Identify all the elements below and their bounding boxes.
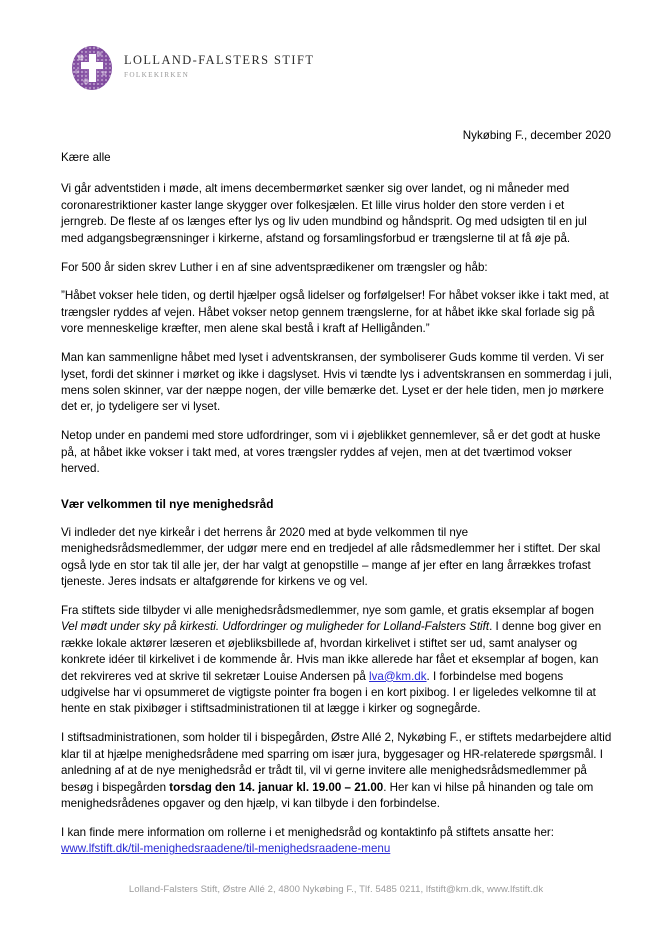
book-title: Vel mødt under sky på kirkesti. Udfordringer og muligheder for Lolland-Falsters Stift [61, 620, 490, 634]
logo-cross-horizontal [81, 62, 103, 69]
paragraph-pandemic-hope: Netop under en pandemi med store udfordringer, som vi i øjeblikket gennemlever, så er det godt at huske på, at håbet ikke vokser i takt med, at vores trængsler ryddes af vejen, men at det tværtimod vokser herved. [61, 429, 601, 476]
organization-subtitle: FOLKEKIRKEN [124, 70, 190, 79]
church-cross-seal-icon [72, 46, 112, 90]
paragraph-welcome-members: Vi indleder det nye kirkeår i det herrens år 2020 med at byde velkommen til nye menighedsrådsmedlemmer, der udgør mere end en tredjedel af alle rådsmedlemmer her i stiftet. Der skal også lyde en stor tak til alle jer, der har valgt at genopstille – mange af jer efter en lang årrækkes trofast tjeneste. Jeres indsats er altafgørende for kirkens ve og vel. [61, 525, 601, 589]
paragraph-visit-invitation [61, 730, 612, 812]
invitation-text-1: I stiftsadministrationen, som holder til i bispegården, Østre Allé 2, Nykøbing F., er stiftets medarbejdere altid klar til at hjælpe menighedsrådene med sparring om især jura, byggesager og HR-relaterede spørgsmål. I anledning af at de nye menighedsråd er trådt til, vil vi gerne invitere alle menighedsrådsmedlemmer på besøg i bispegården [61, 731, 612, 794]
letterhead-wordmark [124, 54, 314, 82]
section-heading-new-councils: Vær velkommen til nye menighedsråd [61, 496, 274, 511]
email-link-lva[interactable]: lva@km.dk [369, 669, 427, 683]
book-offer-text-1: Fra stiftets side tilbyder vi alle menighedsrådsmedlemmer, nye som gamle, et gratis eksemplar af bogen [61, 604, 594, 618]
salutation: Kære alle [61, 151, 111, 164]
paragraph-more-info [61, 825, 612, 858]
paragraph-intro: Vi går adventstiden i møde, alt imens decembermørket sænker sig over landet, og ni måneder med coronarestriktioner kaster lange skygger over folkesjælen. Et lille virus holder den store verden i et jerngreb. De fleste af os længes efter lys og liv uden mundbind og håndsprit. Og med udsigten til en jul med adgangsbegrænsninger i kirkerne, afstand og forsamlingsforbud er trængslerne til at få øje på. [61, 182, 587, 245]
more-info-text: I kan finde mere information om rollerne i et menighedsråd og kontaktinfo på stiftets ansatte her: [61, 825, 555, 839]
letter-body [61, 150, 612, 870]
paragraph-luther-lead: For 500 år siden skrev Luther i en af sine adventsprædikener om trængsler og håb: [61, 260, 488, 274]
book-offer-text-3: . I forbindelse med bogens udgivelse har vi opsummeret de vigtigste pointer fra bogen i en kort pixibog. I er ligeledes velkomne til at hente en stak pixibøger i stiftsadministrationen til at lægge i kirker og sognegårde. [61, 669, 596, 716]
website-link-menighedsraadene[interactable]: www.lfstift.dk/til-menighedsraadene/til-menighedsraadene-menu [61, 842, 391, 856]
page-footer: Lolland-Falsters Stift, Østre Allé 2, 4800 Nykøbing F., Tlf. 5485 0211, lfstift@km.dk, www.lfstift.dk [128, 884, 544, 895]
organization-name: LOLLAND-FALSTERS STIFT [124, 53, 315, 68]
paragraph-advent-light: Man kan sammenligne håbet med lyset i adventskransen, der symboliserer Guds komme til verden. Vi ser lyset, fordi det skinner i mørket og ikke i dagslyset. Hvis vi tændte lys i adventskransen en sommerdag i juli, mens solen skinner, var der næppe nogen, der ville bemærke det. Lyset er der hele tiden, men jo mørkere det er, jo tydeligere ser vi lyset. [61, 351, 612, 414]
invitation-datetime: torsdag den 14. januar kl. 19.00 – 21.00 [169, 780, 384, 794]
date-line: Nykøbing F., december 2020 [462, 129, 611, 142]
blockquote-luther: ”Håbet vokser hele tiden, og dertil hjælper også lidelser og forfølgelser! For håbet vokser ikke i takt med, at trængsler ryddes af vejen. Håbet vokser netop gennem trængslerne, for at håbet ikke skal forlade sig på vore menneskelige kræfter, men alene skal bestå i kraft af Helligånden.” [61, 289, 609, 336]
letterhead [72, 46, 314, 90]
paragraph-book-offer [61, 603, 612, 718]
book-offer-text-2: . I denne bog giver en række lokale aktører læseren et øjebliksbillede af, hvordan kirkelivet i stiftet ser ud, samt analyser og konkrete idéer til kirkelivet i de kommende år. Hvis man ikke allerede har fået et eksemplar af bogen, kan det rekvireres ved at skrive til sekretær Louise Andersen på [61, 620, 602, 683]
invitation-text-2: . Her kan vi hilse på hinanden og tale om menighedsrådenes opgaver og den hjælp, vi kan tilbyde i den forbindelse. [61, 780, 594, 810]
